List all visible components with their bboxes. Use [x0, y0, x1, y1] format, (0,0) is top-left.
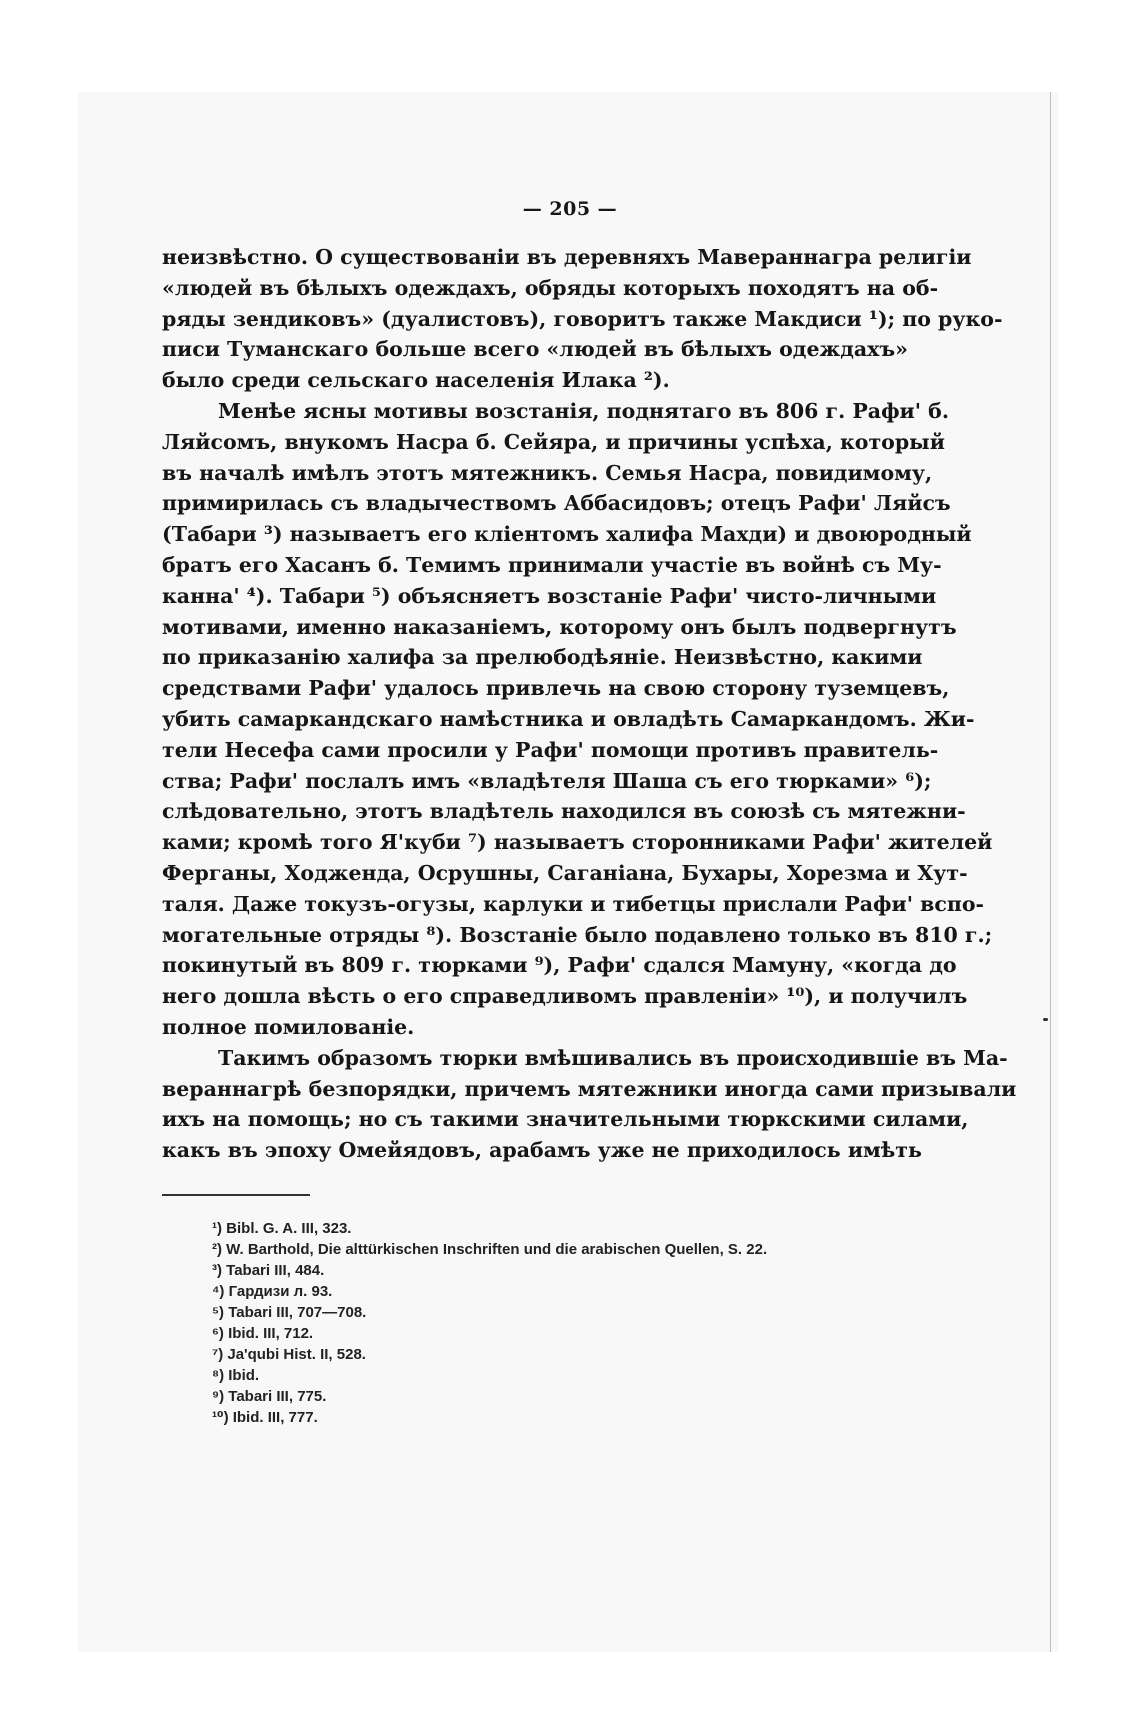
text-line: (Табари ³) называетъ его кліентомъ халифа Махди) и двоюродный — [162, 522, 972, 547]
text-line: Ферганы, Ходженда, Осрушны, Саганіана, Бухары, Хорезма и Хут- — [162, 860, 968, 885]
footnote-separator — [162, 1194, 310, 1196]
footnote: ⁴) Гардизи л. 93. — [212, 1283, 333, 1300]
text-line: «людей въ бѣлыхъ одеждахъ, обряды которыхъ походятъ на об- — [162, 275, 939, 300]
text-line: мотивами, именно наказаніемъ, которому онъ былъ подвергнутъ — [162, 614, 957, 639]
text-line: канна' ⁴). Табари ⁵) объясняетъ возстаніе Рафи' чисто-личными — [162, 583, 937, 608]
text-line: него дошла вѣсть о его справедливомъ правленіи» ¹⁰), и получилъ — [162, 984, 968, 1009]
text-line: Такимъ образомъ тюрки вмѣшивались въ происходившіе въ Ма- — [218, 1045, 1008, 1070]
footnote: ⁸) Ibid. — [212, 1367, 260, 1384]
page-edge-line — [1050, 92, 1051, 1652]
text-line: вераннагрѣ безпорядки, причемъ мятежники иногда сами призывали — [162, 1076, 1017, 1101]
text-line: братъ его Хасанъ б. Темимъ принимали участіе въ войнѣ съ Му- — [162, 552, 942, 577]
text-line: Менѣе ясны мотивы возстанія, поднятаго въ 806 г. Рафи' б. — [218, 398, 949, 423]
text-line: какъ въ эпоху Омейядовъ, арабамъ уже не приходилось имѣть — [162, 1138, 922, 1163]
text-line: было среди сельскаго населенія Илака ²). — [162, 368, 670, 393]
text-line: таля. Даже токузъ-огузы, карлуки и тибетцы прислали Рафи' вспо- — [162, 891, 985, 916]
text-line: неизвѣстно. О существованіи въ деревняхъ Мавераннагра религіи — [162, 245, 972, 269]
footnote: ⁹) Tabari III, 775. — [212, 1388, 327, 1405]
text-line: въ началѣ имѣлъ этотъ мятежникъ. Семья Насра, повидимому, — [162, 460, 933, 485]
scan-speck — [1043, 1018, 1048, 1021]
text-line: по приказанію халифа за прелюбодѣяніе. Неизвѣстно, какими — [162, 645, 923, 670]
text-line: полное помилованіе. — [162, 1014, 415, 1039]
main-text — [162, 242, 1017, 1166]
footnote: ³) Tabari III, 484. — [212, 1262, 325, 1279]
text-line: ками; кромѣ того Я'куби ⁷) называетъ сторонниками Рафи' жителей — [162, 830, 993, 855]
text-line: тели Несефа сами просили у Рафи' помощи противъ правитель- — [162, 737, 939, 762]
text-line: примирилась съ владычествомъ Аббасидовъ; отецъ Рафи' Ляйсъ — [162, 491, 951, 516]
text-line: могательные отряды ⁸). Возстаніе было подавлено только въ 810 г.; — [162, 922, 993, 947]
text-line: средствами Рафи' удалось привлечь на свою сторону туземцевъ, — [162, 676, 950, 701]
text-line: Ляйсомъ, внукомъ Насра б. Сейяра, и причины успѣха, который — [162, 429, 945, 454]
text-line: ихъ на помощь; но съ такими значительными тюркскими силами, — [162, 1107, 969, 1132]
text-line: ряды зендиковъ» (дуалистовъ), говоритъ также Макдиси ¹); по руко- — [162, 306, 1003, 331]
footnote: ⁷) Ja'qubi Hist. II, 528. — [212, 1346, 366, 1363]
footnote: ²) W. Barthold, Die alttürkischen Inschriften und die arabischen Quellen, S. 22. — [212, 1241, 768, 1258]
footnote: ¹⁰) Ibid. III, 777. — [212, 1409, 318, 1426]
text-line: покинутый въ 809 г. тюрками ⁹), Рафи' сдался Мамуну, «когда до — [162, 953, 957, 978]
page-number: — 205 — — [522, 198, 618, 220]
text-line: ства; Рафи' послалъ имъ «владѣтеля Шаша съ его тюрками» ⁶); — [162, 768, 932, 793]
text-line: убить самаркандскаго намѣстника и овладѣть Самаркандомъ. Жи- — [162, 706, 975, 731]
footnote: ⁶) Ibid. III, 712. — [212, 1325, 314, 1342]
text-line: писи Туманскаго больше всего «людей въ бѣлыхъ одеждахъ» — [162, 337, 908, 362]
text-line: слѣдовательно, этотъ владѣтель находился въ союзѣ съ мятежни- — [162, 799, 966, 824]
footnote: ¹) Bibl. G. A. III, 323. — [212, 1220, 352, 1237]
footnote: ⁵) Tabari III, 707—708. — [212, 1304, 367, 1321]
footnotes — [212, 1218, 912, 1428]
